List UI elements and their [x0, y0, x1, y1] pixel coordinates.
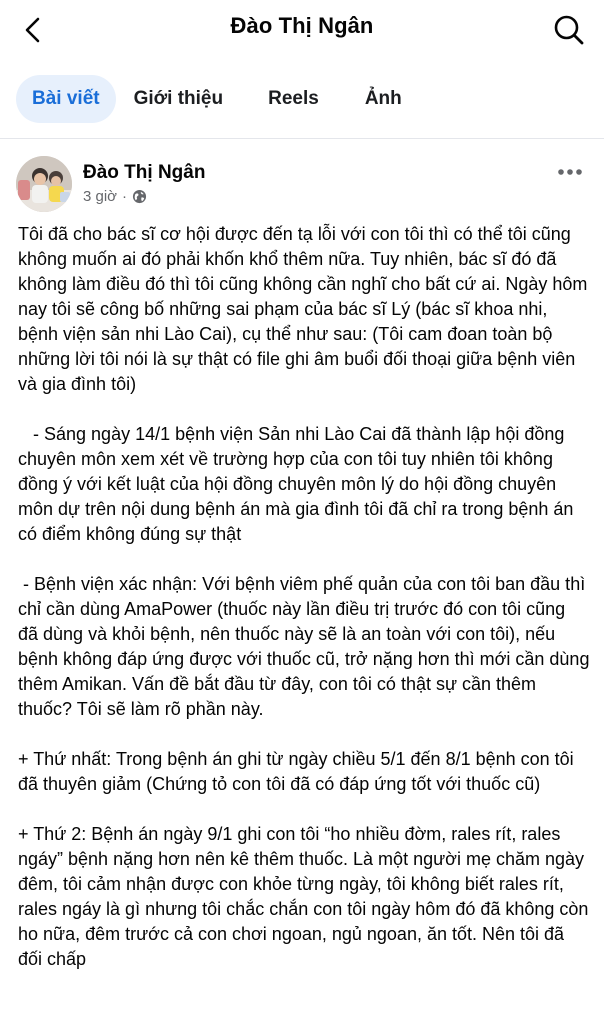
- post-time[interactable]: 3 giờ: [83, 188, 118, 205]
- search-button[interactable]: [548, 9, 590, 51]
- profile-tabs: [16, 74, 402, 124]
- meta-separator: ·: [122, 188, 128, 205]
- post-header: [16, 156, 588, 216]
- post-meta: [83, 188, 147, 205]
- post-paragraph: + Thứ nhất: Trong bệnh án ghi từ ngày chiều 5/1 đến 8/1 bệnh con tôi đã thuyên giảm (Chứng tỏ con tôi đã có đáp ứng tốt với thuốc cũ): [18, 749, 579, 794]
- tab-photos[interactable]: Ảnh: [364, 88, 402, 109]
- post-author[interactable]: Đào Thị Ngân: [83, 162, 206, 183]
- search-icon: [553, 14, 585, 46]
- divider: [0, 138, 604, 139]
- tab-about[interactable]: Giới thiệu: [133, 88, 224, 109]
- avatar[interactable]: [16, 156, 72, 212]
- more-horizontal-icon: [557, 168, 583, 176]
- tab-posts[interactable]: Bài viết: [16, 75, 116, 123]
- post-paragraph: - Sáng ngày 14/1 bệnh viện Sản nhi Lào Cai đã thành lập hội đồng chuyên môn xem xét về trường hợp của con tôi tuy nhiên tôi không đồng ý với kết luật của hội đồng chuyên môn lý do hội đồng chuyên môn dự trên nội dung bệnh án mà gia đình tôi đã chỉ ra trong bệnh án có điểm không đúng sự thật: [18, 424, 579, 544]
- post-paragraph: - Bệnh viện xác nhận: Với bệnh viêm phế quản của con tôi ban đầu thì chỉ cần dùng AmaPower (thuốc này lần điều trị trước đó con tôi cũng đã dùng và khỏi bệnh, nên thuốc này sẽ là an toàn với con tôi), nếu bệnh không đáp ứng được với thuốc cũ, trở nặng hơn thì mới cần dùng thêm Amikan. Vấn đề bắt đầu từ đây, con tôi có thật sự cần thêm thuốc? Tôi sẽ làm rõ phần này.: [18, 574, 595, 719]
- top-bar: [0, 0, 604, 58]
- post-body: [18, 222, 595, 997]
- tab-reels[interactable]: Reels: [268, 88, 319, 109]
- globe-icon: [132, 189, 147, 204]
- avatar-image: [16, 156, 72, 212]
- post-paragraph: Tôi đã cho bác sĩ cơ hội được đến tạ lỗi với con tôi thì có thể tôi cũng không muốn ai đó phải khốn khổ thêm nữa. Tuy nhiên, bác sĩ đó đã không làm điều đó thì tôi cũng không cần nghĩ cho bất cứ ai. Ngày hôm nay tôi sẽ công bố những sai phạm của bác sĩ Lý (bác sĩ khoa nhi, bệnh viện sản nhi Lào Cai), cụ thể như sau: (Tôi cam đoan toàn bộ những lời tôi nói là sự thật có file ghi âm buổi đối thoại giữa bệnh viên và gia đình tôi): [18, 224, 593, 394]
- page-title: Đào Thị Ngân: [230, 13, 374, 38]
- post-paragraph: + Thứ 2: Bệnh án ngày 9/1 ghi con tôi “ho nhiều đờm, rales rít, rales ngáy” bệnh nặng hơn nên kê thêm thuốc. Là một người mẹ chăm ngày đêm, tôi cảm nhận được con khỏe từng ngày, tôi không biết rales rít, rales ngáy là gì nhưng tôi chắc chắn con tôi ngày hôm đó đã không còn ho nữa, đêm trước cả con chơi ngoan, ngủ ngoan, ăn tốt. Nên tôi đã đối chấp: [18, 824, 594, 969]
- more-options-button[interactable]: [552, 160, 588, 184]
